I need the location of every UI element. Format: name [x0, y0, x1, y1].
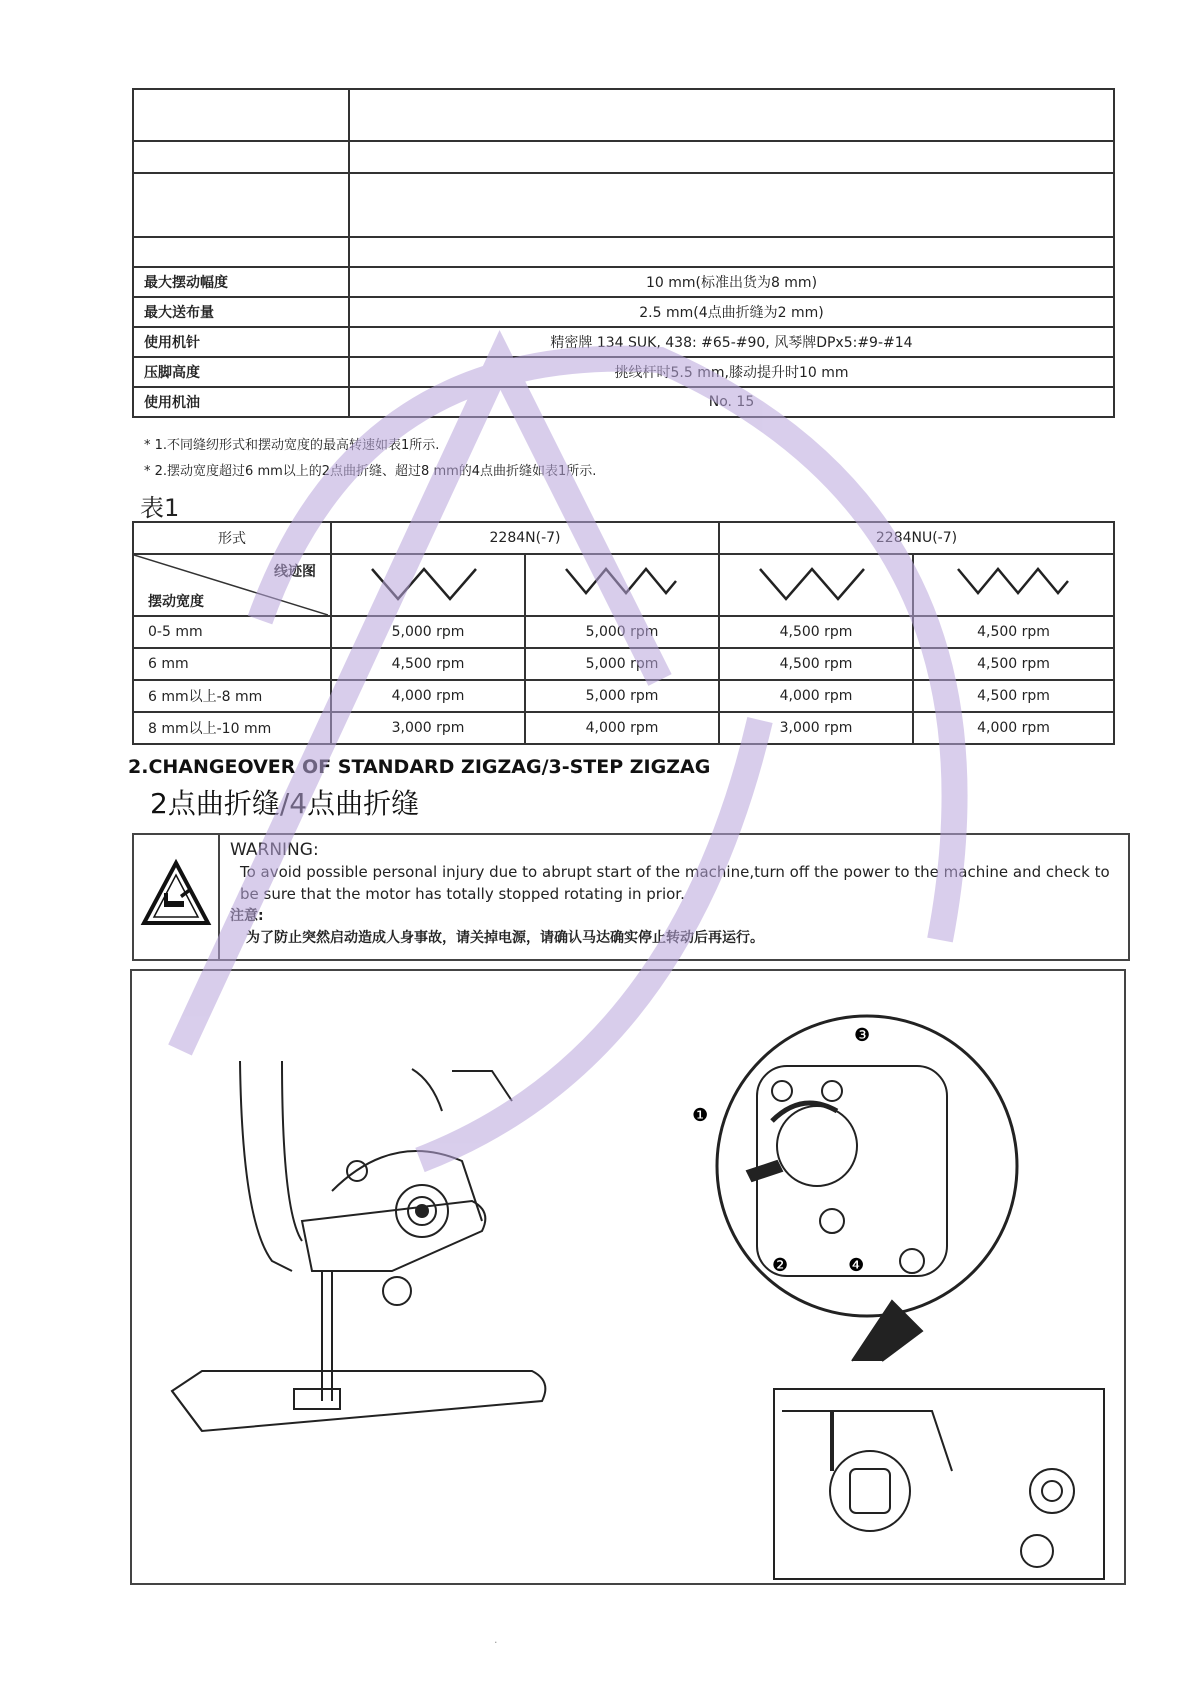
max-speed-cell: 5,000 rpm — [331, 616, 525, 648]
spec-label: 最大送布量 — [133, 297, 349, 327]
speed-row — [133, 616, 1114, 648]
section-title-en: 2.CHANGEOVER OF STANDARD ZIGZAG/3-STEP ZIGZAG — [128, 756, 711, 778]
swing-width: 8 mm以上-10 mm — [133, 712, 331, 744]
spec-label: 最大摆动幅度 — [133, 267, 349, 297]
spec-value: 2.5 mm(4点曲折缝为2 mm) — [349, 297, 1114, 327]
spec-row — [133, 327, 1114, 357]
max-speed-cell: 4,500 rpm — [331, 648, 525, 680]
spec-label: 使用机针 — [133, 327, 349, 357]
stitch-pattern-4pt — [525, 554, 719, 616]
max-speed-cell: 5,000 rpm — [525, 648, 719, 680]
header-model-b: 2284NU(-7) — [719, 522, 1114, 554]
diag-bottom-label: 摆动宽度 — [148, 594, 204, 610]
speed-table — [132, 521, 1115, 745]
stitch-pattern-4pt-b — [913, 554, 1114, 616]
spec-value — [349, 237, 1114, 267]
spec-label — [133, 89, 349, 141]
max-speed-cell: 4,500 rpm — [719, 616, 913, 648]
speed-row — [133, 680, 1114, 712]
callout-1: ❶ — [692, 1105, 709, 1126]
swing-width: 6 mm以上-8 mm — [133, 680, 331, 712]
hazard-hand-icon — [134, 835, 218, 959]
spec-row — [133, 89, 1114, 141]
page-footer: · — [494, 1636, 498, 1649]
spec-label — [133, 173, 349, 237]
spec-row — [133, 237, 1114, 267]
speed-row — [133, 648, 1114, 680]
diag-top-label: 线迹图 — [274, 564, 316, 580]
spec-row — [133, 387, 1114, 417]
max-speed-cell: 4,000 rpm — [913, 712, 1114, 744]
diagonal-header — [133, 554, 331, 616]
spec-row — [133, 297, 1114, 327]
table1-title: 表1 — [140, 494, 180, 522]
zigzag-2pt-icon — [368, 561, 488, 605]
section-title-zh: 2点曲折缝/4点曲折缝 — [150, 787, 420, 820]
spec-value: 挑线杆时5.5 mm,膝动提升时10 mm — [349, 357, 1114, 387]
spec-row — [133, 267, 1114, 297]
zigzag-4pt-icon — [954, 561, 1074, 605]
warning-text-zh: 为了防止突然启动造成人身事故，请关掉电源，请确认马达确实停止转动后再运行。 — [246, 930, 764, 946]
warning-icon-cell — [134, 835, 220, 959]
warning-text-en: To avoid possible personal injury due to abrupt start of the machine,turn off the power to the machine and check to be sure that the motor has totally stopped rotating in prior. — [240, 863, 1110, 903]
spec-label: 使用机油 — [133, 387, 349, 417]
zigzag-2pt-icon — [756, 561, 876, 605]
warning-heading: WARNING: — [230, 840, 319, 860]
spec-value: No. 15 — [349, 387, 1114, 417]
max-speed-cell: 4,000 rpm — [525, 712, 719, 744]
header-form: 形式 — [133, 522, 331, 554]
max-speed-cell: 3,000 rpm — [719, 712, 913, 744]
max-speed-cell: 5,000 rpm — [525, 680, 719, 712]
spec-value — [349, 173, 1114, 237]
max-speed-cell: 4,500 rpm — [913, 648, 1114, 680]
header-model-a: 2284N(-7) — [331, 522, 719, 554]
note-1: * 1.不同缝纫形式和摆动宽度的最高转速如表1所示. — [144, 438, 440, 453]
zigzag-4pt-icon — [562, 561, 682, 605]
max-speed-cell: 4,500 rpm — [719, 648, 913, 680]
spec-table — [132, 88, 1115, 418]
spec-label — [133, 141, 349, 173]
spec-label: 压脚高度 — [133, 357, 349, 387]
swing-width: 6 mm — [133, 648, 331, 680]
max-speed-cell: 4,500 rpm — [913, 616, 1114, 648]
max-speed-cell: 3,000 rpm — [331, 712, 525, 744]
note-2: * 2.摆动宽度超过6 mm以上的2点曲折缝、超过8 mm的4点曲折缝如表1所示. — [144, 464, 597, 479]
spec-row — [133, 357, 1114, 387]
warning-heading-zh: 注意: — [230, 908, 264, 924]
warning-box — [132, 833, 1130, 961]
stitch-pattern-2pt-b — [719, 554, 913, 616]
max-speed-cell: 5,000 rpm — [525, 616, 719, 648]
callout-3: ❸ — [854, 1025, 871, 1046]
spec-value: 精密牌 134 SUK, 438: #65-#90, 风琴牌DPx5:#9-#14 — [349, 327, 1114, 357]
speed-row — [133, 712, 1114, 744]
max-speed-cell: 4,000 rpm — [719, 680, 913, 712]
callout-2: ❷ — [772, 1255, 789, 1276]
spec-value — [349, 89, 1114, 141]
max-speed-cell: 4,000 rpm — [331, 680, 525, 712]
spec-value: 10 mm(标准出货为8 mm) — [349, 267, 1114, 297]
spec-row — [133, 173, 1114, 237]
swing-width: 0-5 mm — [133, 616, 331, 648]
spec-value — [349, 141, 1114, 173]
spec-row — [133, 141, 1114, 173]
spec-label — [133, 237, 349, 267]
stitch-pattern-2pt — [331, 554, 525, 616]
illustration-box — [130, 969, 1126, 1585]
sewing-machine-illustration — [132, 971, 1124, 1583]
max-speed-cell: 4,500 rpm — [913, 680, 1114, 712]
callout-4: ❹ — [848, 1255, 865, 1276]
